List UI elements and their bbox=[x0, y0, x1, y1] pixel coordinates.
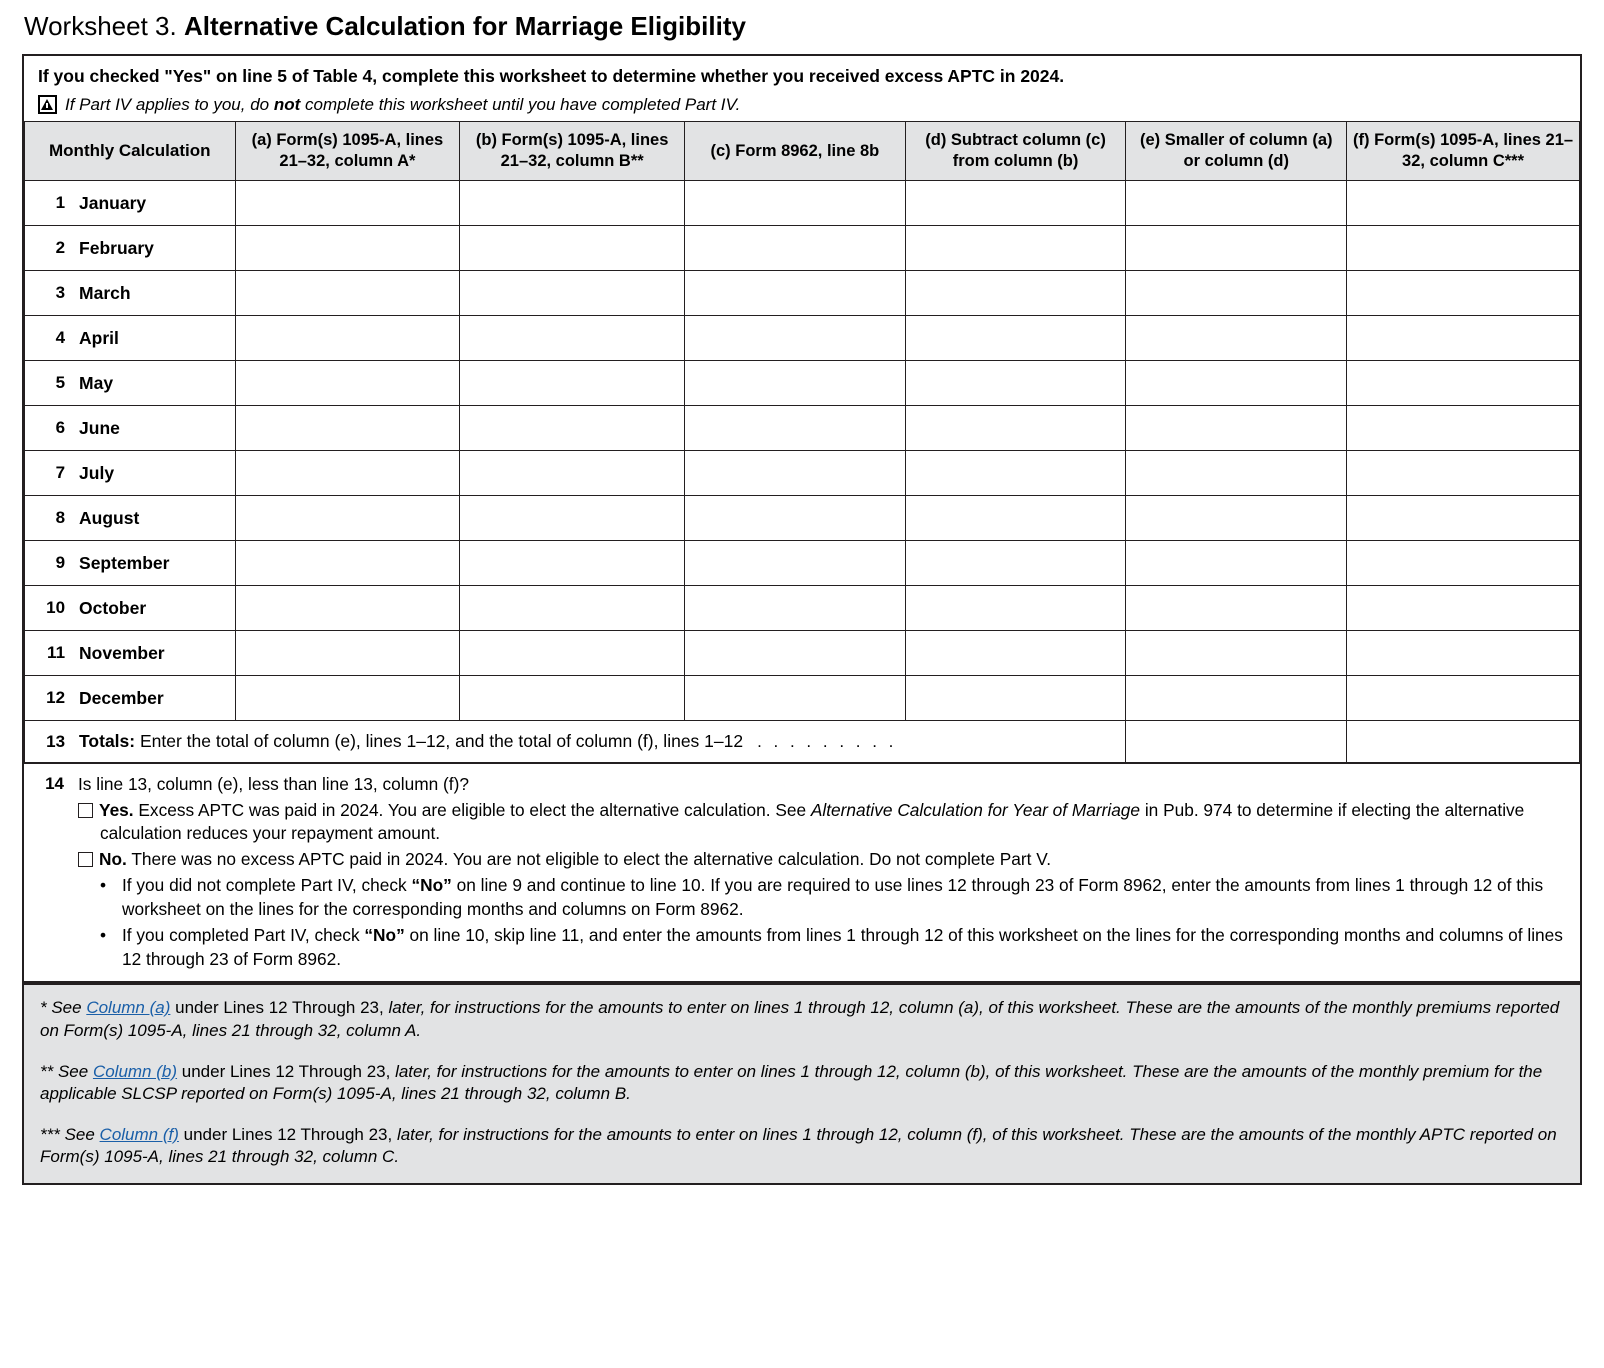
row-number: 1 bbox=[25, 181, 70, 226]
input-cell-a[interactable] bbox=[235, 496, 460, 541]
table-row bbox=[25, 361, 1580, 406]
caution-text-part2: applies to you, bbox=[135, 94, 251, 114]
row-month-label: March bbox=[69, 271, 235, 316]
line-14-bullet-2 bbox=[78, 924, 1566, 971]
line-14-number: 14 bbox=[45, 774, 64, 794]
row-number: 12 bbox=[25, 676, 70, 721]
input-cell-e[interactable] bbox=[1126, 181, 1347, 226]
table-row bbox=[25, 226, 1580, 271]
bullet-1-pre: If you did not complete Part IV, check bbox=[122, 875, 412, 896]
input-cell-b[interactable] bbox=[460, 451, 685, 496]
footnote-b-ref: Lines 12 Through 23, bbox=[229, 1061, 391, 1081]
input-cell-f[interactable] bbox=[1347, 586, 1580, 631]
input-cell-d[interactable] bbox=[905, 316, 1126, 361]
yes-text-2: in Pub. 974 to determine if electing the alternative calculation reduces your repayment amount. bbox=[100, 799, 1525, 844]
page-title bbox=[24, 12, 1582, 42]
input-cell-c[interactable] bbox=[685, 361, 906, 406]
totals-label-rest: Enter the total of column (e), lines 1–12, and the total of column (f), lines 1–12 bbox=[135, 731, 744, 752]
bullet-dot-icon: • bbox=[100, 875, 107, 896]
input-cell-e[interactable] bbox=[1126, 406, 1347, 451]
line-14-question: Is line 13, column (e), less than line 13, column (f)? bbox=[78, 774, 469, 795]
intro-instruction: If you checked "Yes" on line 5 of Table 4, complete this worksheet to determine whether you received excess APTC in 2024. bbox=[38, 65, 1065, 86]
monthly-calculation-table bbox=[24, 121, 1580, 763]
column-header-e: (e) Smaller of column (a) or column (d) bbox=[1126, 122, 1347, 181]
row-number: 4 bbox=[25, 316, 70, 361]
footnote-a-marker: * See bbox=[40, 998, 87, 1018]
input-cell-e[interactable] bbox=[1126, 676, 1347, 721]
caution-note bbox=[38, 94, 1568, 115]
footnote-f-tail: later, for instructions for the amounts to enter on lines 1 through 12, column (f), of this worksheet. These are the amounts of the monthly APTC reported on Form(s) 1095-A, lines 21 through 32, column C. bbox=[40, 1124, 1557, 1167]
input-cell-e[interactable] bbox=[1126, 361, 1347, 406]
input-cell-b[interactable] bbox=[460, 271, 685, 316]
footnote-a-link[interactable]: Column (a) bbox=[86, 998, 171, 1018]
row-month-label: September bbox=[69, 541, 235, 586]
worksheet-frame bbox=[22, 54, 1582, 985]
column-header-month: Monthly Calculation bbox=[25, 122, 236, 181]
input-cell-c[interactable] bbox=[685, 631, 906, 676]
totals-input-cell-e[interactable] bbox=[1126, 721, 1347, 763]
input-cell-b[interactable] bbox=[460, 316, 685, 361]
totals-label bbox=[69, 721, 1126, 763]
input-cell-c[interactable] bbox=[685, 316, 906, 361]
line-14-no-option[interactable] bbox=[78, 848, 1566, 872]
input-cell-a[interactable] bbox=[235, 586, 460, 631]
input-cell-f[interactable] bbox=[1347, 406, 1580, 451]
footnote-a-under: under bbox=[170, 998, 224, 1018]
row-number: 8 bbox=[25, 496, 70, 541]
totals-label-bold: Totals: bbox=[79, 731, 136, 752]
row-number: 2 bbox=[25, 226, 70, 271]
footnote-f-under: under bbox=[178, 1124, 232, 1144]
input-cell-b[interactable] bbox=[460, 406, 685, 451]
no-text: There was no excess APTC paid in 2024. You are not eligible to elect the alternative calculation. Do not complete Part V. bbox=[126, 848, 1051, 869]
input-cell-f[interactable] bbox=[1347, 316, 1580, 361]
input-cell-a[interactable] bbox=[235, 541, 460, 586]
input-cell-b[interactable] bbox=[460, 496, 685, 541]
input-cell-d[interactable] bbox=[905, 631, 1126, 676]
input-cell-c[interactable] bbox=[685, 586, 906, 631]
footnote-a-tail: later, for instructions for the amounts to enter on lines 1 through 12, column (a), of this worksheet. These are the amounts of the monthly premiums reported on Form(s) 1095-A, lines 21 through 32, column A. bbox=[40, 998, 1560, 1040]
input-cell-a[interactable] bbox=[235, 316, 460, 361]
input-cell-b[interactable] bbox=[460, 226, 685, 271]
column-header-f: (f) Form(s) 1095-A, lines 21–32, column C*** bbox=[1347, 122, 1580, 181]
input-cell-f[interactable] bbox=[1347, 361, 1580, 406]
input-cell-c[interactable] bbox=[685, 271, 906, 316]
footnote-a bbox=[40, 997, 1564, 1042]
footnotes-block bbox=[22, 985, 1582, 1185]
caution-triangle-icon bbox=[38, 95, 57, 114]
input-cell-e[interactable] bbox=[1126, 226, 1347, 271]
row-month-label: April bbox=[69, 316, 235, 361]
row-month-label: December bbox=[69, 676, 235, 721]
row-number: 9 bbox=[25, 541, 70, 586]
input-cell-e[interactable] bbox=[1126, 541, 1347, 586]
input-cell-d[interactable] bbox=[905, 451, 1126, 496]
column-header-d: (d) Subtract column (c) from column (b) bbox=[905, 122, 1126, 181]
yes-text-italic: Alternative Calculation for Year of Marriage bbox=[810, 799, 1141, 820]
totals-row-number: 13 bbox=[25, 721, 70, 763]
input-cell-f[interactable] bbox=[1347, 631, 1580, 676]
bullet-dot-icon: • bbox=[100, 925, 107, 946]
line-14-yes-option[interactable] bbox=[78, 799, 1566, 846]
caution-note-text bbox=[65, 94, 740, 115]
footnote-b-under: under bbox=[177, 1061, 230, 1081]
caution-text-part1: If Part IV bbox=[65, 94, 136, 114]
totals-row bbox=[25, 721, 1580, 763]
input-cell-e[interactable] bbox=[1126, 316, 1347, 361]
input-cell-f[interactable] bbox=[1347, 226, 1580, 271]
row-month-label: May bbox=[69, 361, 235, 406]
input-cell-a[interactable] bbox=[235, 181, 460, 226]
input-cell-c[interactable] bbox=[685, 541, 906, 586]
table-row bbox=[25, 406, 1580, 451]
footnote-f-link[interactable]: Column (f) bbox=[99, 1124, 179, 1144]
caution-text-part4: complete this worksheet until you have completed Part IV. bbox=[300, 94, 741, 114]
input-cell-d[interactable] bbox=[905, 406, 1126, 451]
input-cell-c[interactable] bbox=[685, 496, 906, 541]
yes-label: Yes. bbox=[99, 799, 134, 820]
input-cell-f[interactable] bbox=[1347, 676, 1580, 721]
row-number: 6 bbox=[25, 406, 70, 451]
footnote-f bbox=[40, 1124, 1564, 1169]
row-number: 10 bbox=[25, 586, 70, 631]
table-header bbox=[25, 122, 1580, 181]
input-cell-c[interactable] bbox=[685, 181, 906, 226]
footnote-b bbox=[40, 1061, 1564, 1106]
input-cell-c[interactable] bbox=[685, 406, 906, 451]
footnote-a-ref: Lines 12 Through 23, bbox=[223, 998, 384, 1018]
input-cell-d[interactable] bbox=[905, 676, 1126, 721]
totals-input-cell-f[interactable] bbox=[1347, 721, 1580, 763]
input-cell-e[interactable] bbox=[1126, 496, 1347, 541]
input-cell-b[interactable] bbox=[460, 361, 685, 406]
input-cell-f[interactable] bbox=[1347, 541, 1580, 586]
table-row bbox=[25, 451, 1580, 496]
input-cell-a[interactable] bbox=[235, 631, 460, 676]
input-cell-b[interactable] bbox=[460, 676, 685, 721]
row-month-label: August bbox=[69, 496, 235, 541]
caution-text-part3: do bbox=[250, 94, 274, 114]
line-14-bullet-1 bbox=[78, 874, 1566, 921]
input-cell-b[interactable] bbox=[460, 631, 685, 676]
input-cell-f[interactable] bbox=[1347, 451, 1580, 496]
row-month-label: July bbox=[69, 451, 235, 496]
table-row bbox=[25, 271, 1580, 316]
page-title-name: Alternative Calculation for Marriage Eligibility bbox=[183, 11, 746, 41]
bullet-2-no: “No” bbox=[364, 925, 405, 946]
caution-text-not: not bbox=[273, 94, 301, 114]
input-cell-f[interactable] bbox=[1347, 181, 1580, 226]
row-month-label: February bbox=[69, 226, 235, 271]
table-row bbox=[25, 316, 1580, 361]
row-number: 3 bbox=[25, 271, 70, 316]
input-cell-d[interactable] bbox=[905, 361, 1126, 406]
input-cell-d[interactable] bbox=[905, 181, 1126, 226]
input-cell-b[interactable] bbox=[460, 586, 685, 631]
intro-block bbox=[24, 56, 1580, 121]
input-cell-b[interactable] bbox=[460, 181, 685, 226]
no-label: No. bbox=[99, 848, 127, 869]
page-title-prefix: Worksheet 3. bbox=[24, 11, 177, 41]
bullet-1-no: “No” bbox=[411, 875, 452, 896]
input-cell-b[interactable] bbox=[460, 541, 685, 586]
footnote-b-tail: later, for instructions for the amounts to enter on lines 1 through 12, column (b), of this worksheet. These are the amounts of the monthly premium for the applicable SLCSP reported on Form(s) 1095-A, lines 21 through 32, column B. bbox=[40, 1061, 1543, 1104]
input-cell-a[interactable] bbox=[235, 361, 460, 406]
input-cell-f[interactable] bbox=[1347, 496, 1580, 541]
table-row bbox=[25, 541, 1580, 586]
input-cell-d[interactable] bbox=[905, 586, 1126, 631]
table-row bbox=[25, 631, 1580, 676]
row-month-label: October bbox=[69, 586, 235, 631]
input-cell-f[interactable] bbox=[1347, 271, 1580, 316]
input-cell-a[interactable] bbox=[235, 226, 460, 271]
table-body bbox=[25, 181, 1580, 763]
row-number: 7 bbox=[25, 451, 70, 496]
line-14-block bbox=[24, 763, 1580, 983]
input-cell-a[interactable] bbox=[235, 676, 460, 721]
row-number: 11 bbox=[25, 631, 70, 676]
input-cell-a[interactable] bbox=[235, 271, 460, 316]
column-header-a: (a) Form(s) 1095-A, lines 21–32, column A* bbox=[235, 122, 460, 181]
table-row bbox=[25, 676, 1580, 721]
footnote-f-marker: *** See bbox=[40, 1124, 100, 1144]
leader-dots: . . . . . . . . . bbox=[757, 732, 897, 752]
column-header-c: (c) Form 8962, line 8b bbox=[685, 122, 906, 181]
row-number: 5 bbox=[25, 361, 70, 406]
input-cell-d[interactable] bbox=[905, 541, 1126, 586]
column-header-b: (b) Form(s) 1095-A, lines 21–32, column B** bbox=[460, 122, 685, 181]
input-cell-d[interactable] bbox=[905, 496, 1126, 541]
no-checkbox[interactable] bbox=[78, 852, 93, 867]
footnote-b-link[interactable]: Column (b) bbox=[92, 1061, 178, 1081]
input-cell-e[interactable] bbox=[1126, 631, 1347, 676]
input-cell-d[interactable] bbox=[905, 271, 1126, 316]
input-cell-d[interactable] bbox=[905, 226, 1126, 271]
footnote-b-marker: ** See bbox=[40, 1061, 93, 1081]
input-cell-e[interactable] bbox=[1126, 586, 1347, 631]
input-cell-a[interactable] bbox=[235, 451, 460, 496]
bullet-1-post: on line 9 and continue to line 10. If you are required to use lines 12 through 23 of Form 8962, enter the amounts from lines 1 through 12 of this worksheet on the lines for the corresponding months and columns on Form 8962. bbox=[122, 875, 1544, 919]
row-month-label: January bbox=[69, 181, 235, 226]
input-cell-c[interactable] bbox=[685, 676, 906, 721]
line-14-body bbox=[68, 764, 1580, 981]
input-cell-e[interactable] bbox=[1126, 451, 1347, 496]
input-cell-c[interactable] bbox=[685, 226, 906, 271]
input-cell-a[interactable] bbox=[235, 406, 460, 451]
input-cell-e[interactable] bbox=[1126, 271, 1347, 316]
table-row bbox=[25, 496, 1580, 541]
footnote-f-ref: Lines 12 Through 23, bbox=[231, 1124, 393, 1144]
table-row bbox=[25, 181, 1580, 226]
table-row bbox=[25, 586, 1580, 631]
bullet-2-post: on line 10, skip line 11, and enter the amounts from lines 1 through 12 of this worksheet on the lines for the corresponding months and columns of lines 12 through 23 of Form 8962. bbox=[122, 925, 1563, 969]
bullet-2-pre: If you completed Part IV, check bbox=[122, 925, 365, 946]
row-month-label: June bbox=[69, 406, 235, 451]
yes-checkbox[interactable] bbox=[78, 803, 93, 818]
input-cell-c[interactable] bbox=[685, 451, 906, 496]
row-month-label: November bbox=[69, 631, 235, 676]
yes-text-1: Excess APTC was paid in 2024. You are eligible to elect the alternative calculation. See bbox=[133, 799, 811, 820]
